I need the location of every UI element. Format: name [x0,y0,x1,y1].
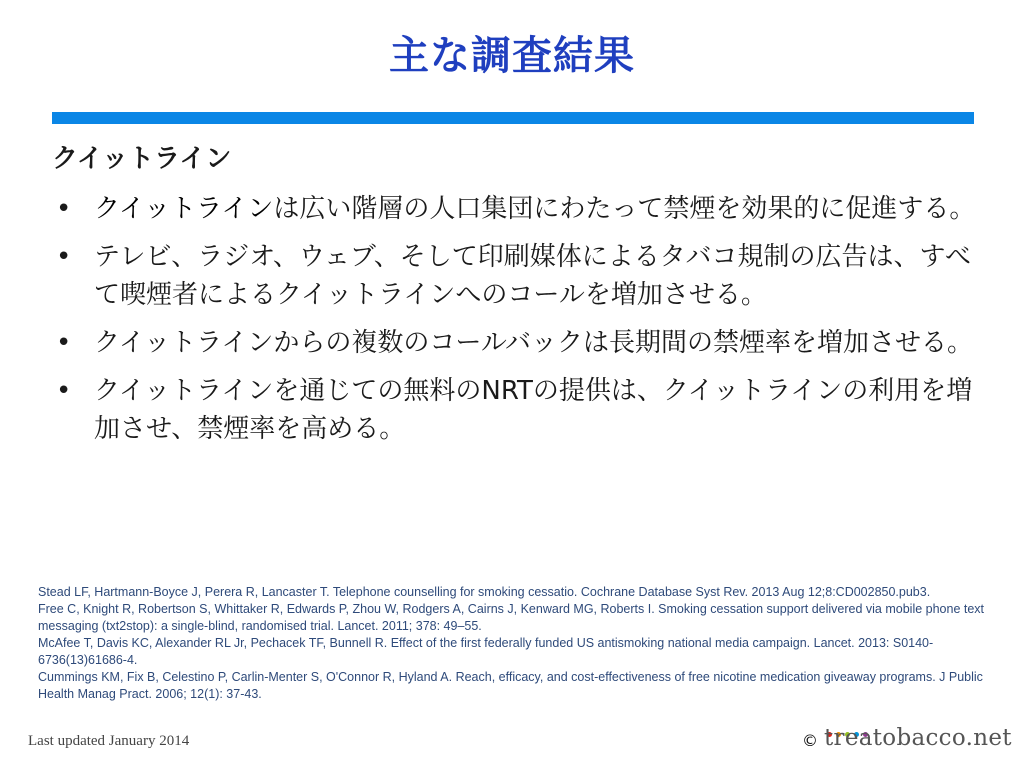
treatobacco-logo: treatobacco.net [824,725,1012,751]
slide-title: 主な調査結果 [389,33,635,79]
title-divider [52,112,974,124]
footer-brand [802,722,1012,758]
list-item [52,238,977,314]
findings-list [52,190,977,458]
references [38,584,1004,703]
section-heading: クイットライン [52,144,232,174]
bullet-text: クイットラインからの複数のコールバックは長期間の禁煙率を増加させる。 [94,328,974,358]
reference-item: Stead LF, Hartmann-Boyce J, Perera R, Lancaster T. Telephone counselling for smoking cessatio. Cochrane Database Syst Rev. 2013 Aug 12;8:CD002850.pub3. [38,585,931,599]
bullet-lead-text: クイットライン [94,194,274,224]
last-updated-note: Last updated January 2014 [28,733,190,749]
bullet-text: テレビ、ラジオ、ウェブ、そして印刷媒体によるタバコ規制の広告は、すべて喫煙者によるクイットラインへのコールを増加させる。 [94,242,971,310]
bullet-marker: • [56,242,72,272]
list-item [52,190,977,228]
list-item [52,372,977,448]
reference-item: Cummings KM, Fix B, Celestino P, Carlin-Menter S, O'Connor R, Hyland A. Reach, efficacy, and cost-effectiveness of free nicotine medication giveaway programs. J Public Health Manag Pract. 2006; 12(1): 37-43. [38,670,983,701]
bullet-marker: • [56,194,72,224]
bullet-marker: • [56,328,72,358]
reference-item: Free C, Knight R, Robertson S, Whittaker R, Edwards P, Zhou W, Rodgers A, Cairns J, Kenward MG, Roberts I. Smoking cessation support delivered via mobile phone text messaging (txt2stop): a single-blind, randomised trial. Lancet. 2011; 378: 49–55. [38,602,985,633]
bullet-text: は広い階層の人口集団にわたって禁煙を効果的に促進する。 [273,194,976,224]
reference-item: McAfee T, Davis KC, Alexander RL Jr, Pechacek TF, Bunnell R. Effect of the first federally funded US antismoking national media campaign. Lancet. 2013: S0140-6736(13)61686-4. [38,636,934,667]
copyright-mark: © [802,731,818,750]
bullet-text: クイットラインを通じての無料のNRTの提供は、クイットラインの利用を増加させ、禁煙率を高める。 [94,376,973,444]
bullet-marker: • [56,376,72,406]
list-item [52,324,977,362]
